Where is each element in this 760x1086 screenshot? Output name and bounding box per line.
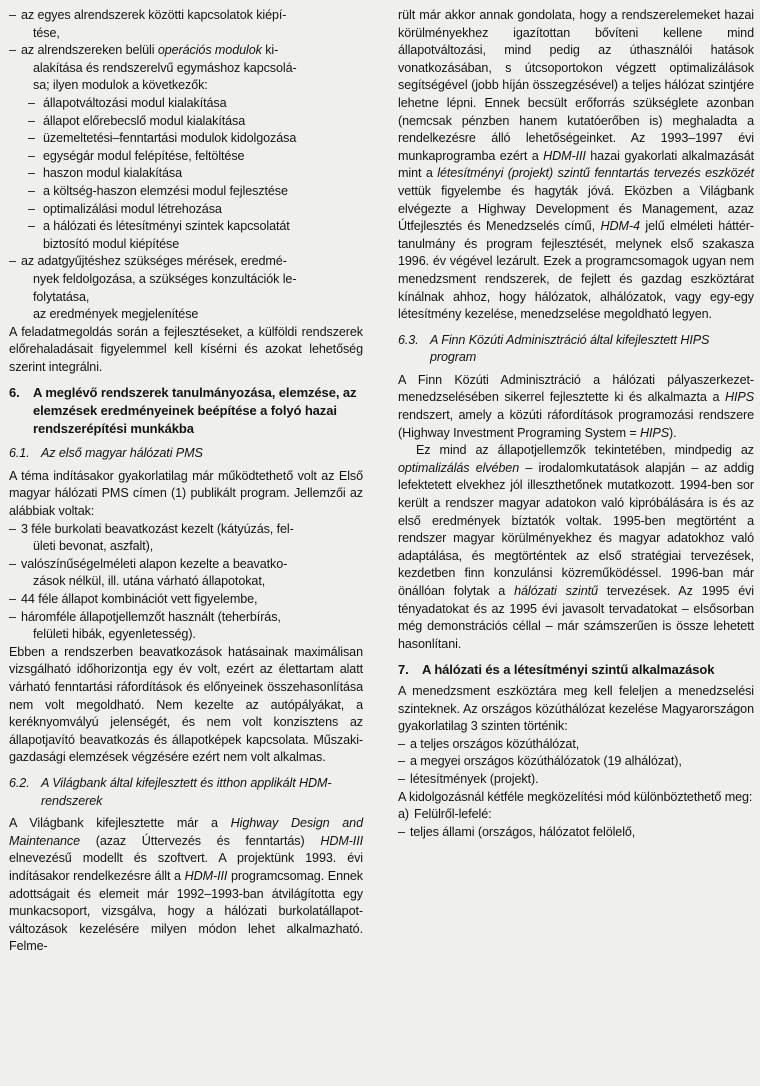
pms-features-list-item	[9, 626, 363, 644]
module-list-item	[9, 25, 363, 43]
pms-features-list-item-text: háromféle állapotjellemzőt használt (teherbírás,	[21, 609, 281, 624]
module-list-item	[9, 130, 363, 148]
dash-bullet: –	[9, 43, 16, 58]
levels-list-item	[398, 771, 754, 789]
list-item-text: teljes állami (országos, hálózatot felölelő,	[410, 824, 636, 839]
paragraph-first-pms: A téma indításakor gyakorlatilag már működtethető volt az Első magyar hálózati PMS címen (1) publikált program. Jellemzői az alábbiak voltak:	[9, 468, 363, 519]
pms-features-list	[9, 521, 363, 644]
section-6-number: 6.	[9, 385, 20, 401]
module-list-item-text: optimalizálási modul létrehozása	[43, 201, 222, 216]
dash-bullet: –	[9, 592, 16, 606]
section-6-heading	[9, 384, 363, 437]
module-list-item	[9, 236, 363, 254]
dash-bullet: –	[9, 8, 16, 22]
module-list-item	[9, 183, 363, 201]
module-list-item	[9, 289, 363, 307]
subsection-6-3-title: A Finn Közúti Adminisztráció által kifejlesztett HIPS program	[430, 332, 710, 365]
pms-features-list-item	[9, 591, 363, 609]
subsection-6-1-heading	[9, 445, 363, 463]
module-list-item-text: az alrendszereken belüli operációs modulok ki-	[21, 43, 279, 58]
module-list-item-text: folytatása,	[33, 289, 90, 304]
module-list-item	[9, 95, 363, 113]
module-list-item	[9, 165, 363, 183]
dash-bullet: –	[398, 736, 405, 751]
paragraph-approaches: A kidolgozásnál kétféle megközelítési mód különböztethető meg:	[398, 789, 753, 804]
section-7-number: 7.	[398, 662, 409, 678]
pms-features-list-item-text: 3 féle burkolati beavatkozást kezelt (kátyúzás, fel-	[21, 521, 294, 536]
dash-bullet: –	[398, 771, 405, 786]
left-column	[9, 7, 363, 956]
dash-bullet: –	[28, 131, 35, 146]
module-list-item-text: haszon modul kialakítása	[43, 166, 183, 181]
module-list-item-text: állapotváltozási modul kialakítása	[43, 95, 227, 110]
module-list-item	[9, 253, 363, 271]
subsection-6-1-title: Az első magyar hálózati PMS	[41, 446, 203, 461]
paragraph-hips-adaptation: Ez mind az állapotjellemzők tekintetében, mindpedig az optimalizálás elvében – irodalomkutatások alapján – az addig lefektetett elvekhez jól illeszthetőnek mutatkozott. 1994-ben sor került a rendszer magyar adatokon való kipróbálására is és az első eredmények bíztatók voltak. 1995-ben megtörtént a rendszer magyar körülményekhez és magyar adatokhoz való adaptálása, és megtörténtek az első stratégiai tervezések, kezdetben finn konzulánsi közreműködéssel. 1996-ban már önállóan folytak a hálózati szintű tervezések. Az 1995 évi tényadatokat és az 1995 évi javasolt tervadatokat – elsősorban még demonstrációs céllal – már számszerűen is össze lehetett hasonlítani.	[398, 443, 755, 651]
dash-bullet: –	[398, 824, 405, 839]
levels-list-item	[398, 736, 754, 754]
dash-bullet: –	[9, 609, 16, 624]
dash-bullet: –	[9, 556, 16, 571]
module-list-item-text: a hálózati és létesítményi szintek kapcsolatát	[43, 219, 290, 234]
module-list-item-text: alakítása és rendszerelvű egymáshoz kapcsolá-	[33, 60, 297, 75]
dash-bullet: –	[28, 148, 35, 163]
dash-bullet: –	[28, 183, 35, 198]
section-7-title: A hálózati és a létesítményi szintű alkalmazások	[422, 662, 715, 678]
subsection-6-2-number: 6.2.	[9, 775, 30, 790]
paragraph-hdm-continued: rült már akkor annak gondolata, hogy a rendszerelemeket hazai körülményekhez igazítottan bővíteni kellene mind állapotváltozási, mind pedig az úthasználói hatások vonatkozásában, s útcsoportokon végzett optimalizálások segítségével (jobb híján összegzésével) a teljes hálózat szintjére lehetne lépni. Ennek becsült erőforrás szükséglete azonban (nemcsak pénzben hanem kutatóerőben is) meghaladta a rendelkezésre álló lehetőségeinket. Az 1993–1997 évi munkaprogramba ezért a HDM-III hazai gyakorlati alkalmazását mint a létesítményi (projekt) szintű fenntartás tervezés eszközét vettük figyelembe és hagyták jóvá. Eközben a Világbank elvégezte a Highway Development és Management, azaz Útfejlesztés és Menedzselés című, HDM-4 jelű elméleti háttér-tanulmány és program fejlesztését, melynek első szakasza 1996. év végével lezárult. Ezek a programcsomagok ugyan nem menedzsment rendszerek, de fejlett és gazdag eszköztárat kínálnak ahhoz, hogy hálózatok, alhálózatok, vagy egy-egy létesítmény kezelése, menedzselése megoldható legyen.	[398, 8, 755, 322]
dash-bullet: –	[28, 219, 35, 234]
levels-list-item-text: a megyei országos közúthálózatok (19 alhálózat),	[410, 754, 682, 769]
module-list-item	[9, 201, 363, 219]
module-list	[9, 7, 363, 324]
module-list-item-text: biztosító modul kiépítése	[43, 236, 180, 251]
module-list-item-text: üzemeltetési–fenntartási modulok kidolgozása	[43, 131, 297, 146]
approach-a-label: a)	[398, 807, 409, 822]
pms-features-list-item	[9, 573, 363, 591]
paragraph-management-levels: A menedzsment eszköztára meg kell feleljen a menedzselési szinteknek. Az országos közúthálózat kezelése Magyarországon gyakorlatilag 3 szinten történik:	[398, 683, 754, 734]
list-item-national	[398, 824, 754, 842]
pms-features-list-item-text: ületi bevonat, aszfalt),	[33, 539, 154, 554]
subsection-6-3-number: 6.3.	[398, 332, 419, 347]
pms-features-list-item-text: felületi hibák, egyenletesség).	[33, 627, 196, 642]
module-list-item	[9, 60, 363, 78]
subsection-6-1-number: 6.1.	[9, 446, 30, 461]
subsection-6-2-heading	[9, 775, 363, 810]
paragraph-pms-limits: Ebben a rendszerben beavatkozások hatásainak maximálisan vizsgálható időhorizontja egy év volt, ezért az élettartam alatt várható fenntartási ráfordítások és előnyeinek összehasonlítása nem volt megoldható. Nem kezelte az autópályákat, a keréknyomvályú jelenségét, és nem volt konzisztens az állapotjavító beavatkozás és állapotképek kapcsolata. Műszaki-gazdasági elemzések végzésére ezért nem volt alkalmas.	[9, 644, 363, 765]
module-list-item	[9, 113, 363, 131]
paragraph-hdm: A Világbank kifejlesztette már a Highway Design and Maintenance (azaz Úttervezés és fenntartás) HDM-III elnevezésű modellt és szoftvert. A projektünk 1993. évi indításakor rendelkezésre állt a HDM-III programcsomag. Ennek adottságait és elemeit már 1992–1993-ban átvilágította egy munkacsoport, vizsgálva, hogy a hálózati burkolatállapot-változások kezelésére milyen módon lehet alkalmazható. Felme-	[9, 816, 363, 954]
levels-list-item-text: létesítmények (projekt).	[410, 771, 539, 786]
module-list-item-text: az eredmények megjelenítése	[33, 307, 199, 322]
pms-features-list-item-text: zások nélkül, ill. utána várható állapotokat,	[33, 574, 266, 589]
levels-list-item-text: a teljes országos közúthálózat,	[410, 736, 580, 751]
paragraph-integration: A feladatmegoldás során a fejlesztéseket, a külföldi rendszerek előrehaladásait figyelemmel kell kísérni és azokat lehetőség szerint integrálni.	[9, 324, 363, 374]
dash-bullet: –	[28, 113, 35, 128]
pms-features-list-item-text: 44 féle állapot kombinációt vett figyelembe,	[21, 592, 258, 606]
dash-bullet: –	[28, 95, 35, 110]
pms-features-list-item-text: valószínűségelméleti alapon kezelte a beavatko-	[21, 556, 288, 571]
dash-bullet: –	[9, 254, 16, 269]
section-6-title: A meglévő rendszerek tanulmányozása, elemzése, az elemzések eredményeinek beépítése a folyó hazai rendszerépítési munkákba	[33, 385, 357, 436]
module-list-item	[9, 271, 363, 289]
dash-bullet: –	[398, 754, 405, 769]
module-list-item	[9, 77, 363, 95]
pms-features-list-item	[9, 538, 363, 556]
levels-list	[398, 736, 754, 789]
pms-features-list-item	[9, 521, 363, 539]
pms-features-list-item	[9, 609, 363, 627]
right-column	[398, 7, 754, 841]
module-list-item-text: a költség-haszon elemzési modul fejlesztése	[43, 183, 288, 198]
module-list-item-text: nyek feldolgozása, a szükséges konzultációk le-	[33, 271, 297, 286]
module-list-item	[9, 7, 363, 25]
module-list-item-text: tése,	[33, 25, 60, 40]
levels-list-item	[398, 753, 754, 771]
dash-bullet: –	[28, 166, 35, 181]
dash-bullet: –	[28, 201, 35, 216]
module-list-item	[9, 306, 363, 324]
module-list-item-text: egységár modul felépítése, feltöltése	[43, 148, 245, 163]
module-list-item	[9, 218, 363, 236]
subsection-6-2-title: A Világbank által kifejlesztett és itthon applikált HDM-rendszerek	[41, 775, 332, 808]
subsection-6-3-heading	[398, 332, 754, 367]
paragraph-hips-intro: A Finn Közúti Adminisztráció a hálózati pályaszerkezet-menedzselésében sikerrel fejlesztette ki és alkalmazta a HIPS rendszert, amely a közúti ráfordítások programozási rendszere (Highway Investment Programing System = HIPS).	[398, 372, 754, 440]
dash-bullet: –	[9, 521, 16, 536]
pms-features-list-item	[9, 556, 363, 574]
approach-a-text: Felülről-lefelé:	[414, 807, 492, 822]
module-list-item-text: az egyes alrendszerek közötti kapcsolatok kiépí-	[21, 8, 287, 22]
module-list-item-text: állapot előrebecslő modul kialakítása	[43, 113, 246, 128]
module-list-item-text: sa; ilyen modulok a következők:	[33, 78, 208, 93]
module-list-item	[9, 42, 363, 60]
approach-a-item	[398, 806, 754, 824]
section-7-heading	[398, 661, 754, 679]
module-list-item-text: az adatgyűjtéshez szükséges mérések, eredmé-	[21, 254, 287, 269]
module-list-item	[9, 148, 363, 166]
